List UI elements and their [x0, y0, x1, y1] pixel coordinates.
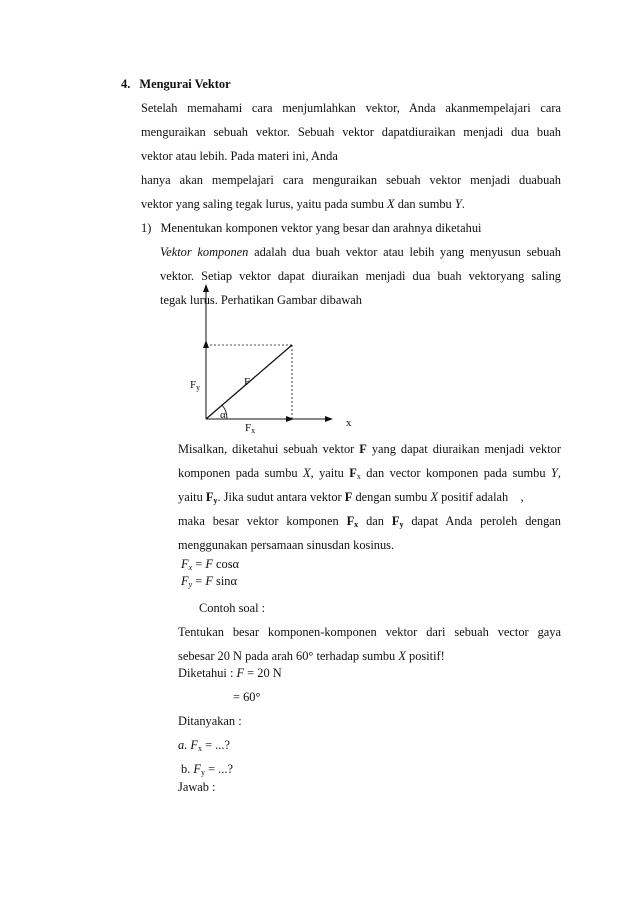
intro-line-5: vektor yang saling tegak lurus, yaitu pada sumbu X dan sumbu Y. — [141, 197, 465, 211]
example-question-line-2: sebesar 20 N pada arah 60° terhadap sumbu X positif! — [178, 649, 445, 663]
definition-line-3: tegak lurus. Perhatikan Gambar dibawah — [160, 293, 362, 307]
section-heading — [121, 76, 231, 92]
section-number: 4. — [121, 77, 131, 91]
vector-diagram-svg — [170, 276, 370, 441]
intro-line-3: vektor atau lebih. Pada materi ini, Anda — [141, 149, 338, 163]
section-title: Mengurai Vektor — [139, 77, 231, 91]
asked-fy: b. $F_y$ = ...? — [181, 762, 233, 777]
explanation-line-3: yaitu $F_y$. Jika sudut antara vektor F dengan sumbu X positif adalah , — [178, 490, 524, 505]
fy-label: $F_y$ — [190, 379, 201, 392]
explanation-line-1: Misalkan, diketahui sebuah vektor F yang dapat diuraikan menjadi vektor — [178, 442, 561, 456]
explanation-line-5: menggunakan persamaan sinusdan kosinus. — [178, 538, 395, 552]
f-label: F — [244, 376, 251, 388]
alpha-label: α — [220, 409, 226, 421]
x-axis-label: x — [346, 417, 352, 429]
example-heading: Contoh soal : — [199, 601, 266, 615]
equation-fy: $F_y = F$ sinα — [181, 574, 237, 589]
vector-diagram — [170, 276, 370, 441]
definition-line-1: Vektor komponen adalah dua buah vektor atau lebih yang menyusun sebuah — [160, 245, 561, 259]
y-axis-arrowhead — [203, 284, 209, 292]
explanation-line-4: maka besar vektor komponen $F_x$ dan $F_y$ dapat Anda peroleh dengan — [178, 514, 562, 529]
known-angle: = 60° — [233, 690, 261, 704]
answer-label: Jawab : — [178, 780, 216, 794]
intro-line-2: menguraikan sebuah vektor. Sebuah vektor dapatdiuraikan menjadi dua buah — [141, 125, 561, 139]
subsection-number: 1) — [141, 221, 152, 235]
fy-arrowhead — [203, 340, 209, 348]
subsection-heading — [141, 220, 481, 236]
subsection-title: Menentukan komponen vektor yang besar dan arahnya diketahui — [160, 221, 482, 235]
known-force: Diketahui : F = 20 N — [178, 666, 282, 680]
definition-term: Vektor komponen — [160, 245, 249, 259]
intro-line-1: Setelah memahami cara menjumlahkan vektor, Anda akanmempelajari cara — [141, 101, 561, 115]
fx-arrowhead — [286, 416, 294, 422]
asked-fx: a. $F_x$ = ...? — [178, 738, 230, 753]
definition-line-2: vektor. Setiap vektor dapat diuraikan menjadi dua buah vektoryang saling — [160, 269, 561, 283]
intro-line-4: hanya akan mempelajari cara menguraikan sebuah vektor menjadi duabuah — [141, 173, 561, 187]
fx-label: $F_x$ — [245, 422, 256, 435]
x-axis-arrowhead — [325, 416, 333, 422]
equation-fx: $F_x = F$ cosα — [181, 557, 240, 572]
asked-label: Ditanyakan : — [178, 714, 242, 728]
example-question-line-1: Tentukan besar komponen-komponen vektor dari sebuah vector gaya — [178, 625, 561, 639]
explanation-line-2: komponen pada sumbu X, yaitu $F_x$ dan vector komponen pada sumbu Y, — [178, 466, 561, 481]
